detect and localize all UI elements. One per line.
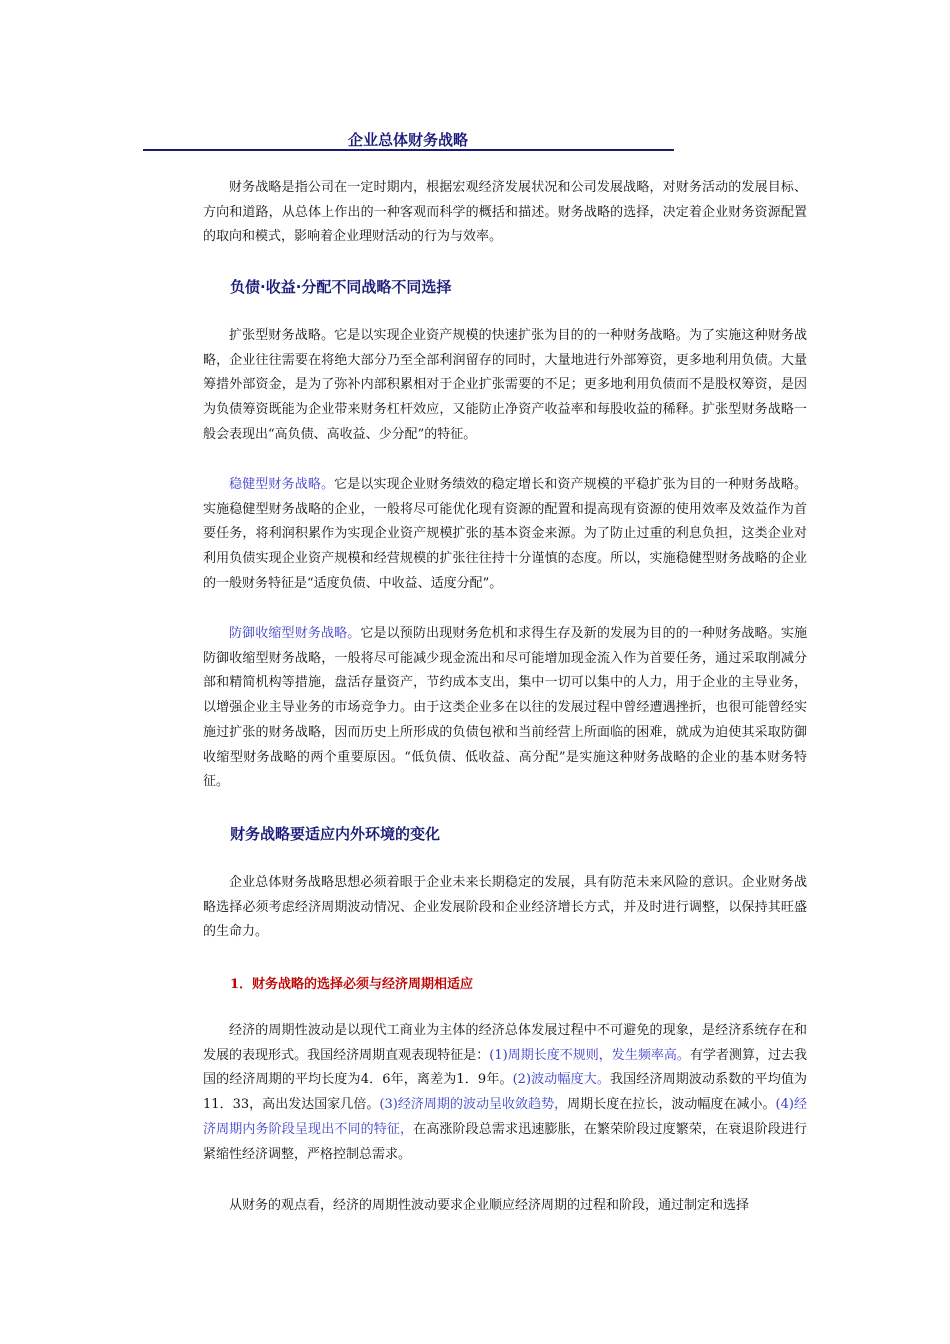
cycle-text-a: 经济的周期性波动是以现代工商业为主体的经济总体发展过程中不可避免的现象，是经济系统存在和发展的表现形式。我国经济周期直观表现特征是： bbox=[203, 1023, 807, 1063]
intro-paragraph: 财务战略是指公司在一定时期内，根据宏观经济发展状况和公司发展战略，对财务活动的发展目标、方向和道路，从总体上作出的一种客观而科学的概括和描述。财务战略的选择，决定着企业财务资源配置的取向和模式，影响着企业理财活动的行为与效率。 bbox=[203, 180, 807, 245]
title-underline bbox=[143, 149, 674, 151]
stable-strategy-text: 它是以实现企业财务绩效的稳定增长和资产规模的平稳扩张为目的一种财务战略。实施稳健型财务战略的企业，一般将尽可能优化现有资源的配置和提高现有资源的使用效率及效益作为首要任务，将利润积累作为实现企业资产规模扩张的基本资金来源。为了防止过重的利息负担，这类企业对利用负债实现企业资产规模和经营规模的扩张往往持十分谨慎的态度。所以，实施稳健型财务战略的企业的一般财务特征是“适度负债、中收益、适度分配”。 bbox=[203, 477, 807, 591]
cycle-feature-4: (4)经济周期内务阶段呈现出不同的特征， bbox=[203, 1097, 807, 1137]
defensive-strategy-label: 防御收缩型财务战略。 bbox=[229, 626, 361, 641]
economic-cycle-paragraph bbox=[203, 1019, 807, 1167]
cycle-feature-3: (3)经济周期的波动呈收敛趋势， bbox=[379, 1097, 568, 1113]
cycle-text-e: 在高涨阶段总需求迅速膨胀，在繁荣阶段过度繁荣，在衰退阶段进行紧缩性经济调整，严格控制总需求。 bbox=[203, 1121, 807, 1162]
environment-paragraph: 企业总体财务战略思想必须着眼于企业未来长期稳定的发展，具有防范未来风险的意识。企业财务战略选择必须考虑经济周期波动情况、企业发展阶段和企业经济增长方式，并及时进行调整，以保持其旺盛的生命力。 bbox=[203, 875, 807, 940]
cycle-text-c: 我国经济周期波动系数的平均值为11．33，高出发达国家几倍。 bbox=[203, 1072, 807, 1113]
document-title: 企业总体财务战略 bbox=[347, 131, 468, 149]
cycle-text-d: 周期长度在拉长，波动幅度在减小。 bbox=[567, 1097, 776, 1113]
subsection-heading-1: 1．财务战略的选择必须与经济周期相适应 bbox=[230, 977, 474, 992]
defensive-paragraph bbox=[203, 622, 807, 795]
cycle-text-b: 有学者测算，过去我国的经济周期的平均长度为4．6年，离差为1．9年。 bbox=[203, 1047, 807, 1088]
section-heading-1: 负债·收益·分配不同战略不同选择 bbox=[230, 278, 452, 296]
defensive-strategy-text: 它是以预防出现财务危机和求得生存及新的发展为目的的一种财务战略。实施防御收缩型财务战略，一般将尽可能减少现金流出和尽可能增加现金流入作为首要任务，通过采取削减分部和精简机构等措施，盘活存量资产，节约成本支出，集中一切可以集中的人力，用于企业的主导业务，以增强企业主导业务的市场竞争力。由于这类企业多在以往的发展过程中曾经遭遇挫折，也很可能曾经实施过扩张的财务战略，因而历史上所形成的负债包袱和当前经营上所面临的困难，就成为迫使其采取防御收缩型财务战略的两个重要原因。“低负债、低收益、高分配”是实施这种财务战略的企业的基本财务特征。 bbox=[203, 626, 807, 790]
section-heading-2: 财务战略要适应内外环境的变化 bbox=[230, 825, 441, 843]
cycle-feature-1: (1)周期长度不规则，发生频率高。 bbox=[489, 1047, 690, 1063]
financial-view-paragraph: 从财务的观点看，经济的周期性波动要求企业顺应经济周期的过程和阶段，通过制定和选择 bbox=[229, 1198, 750, 1213]
expansion-paragraph: 扩张型财务战略。它是以实现企业资产规模的快速扩张为目的的一种财务战略。为了实施这种财务战略，企业往往需要在将绝大部分乃至全部利润留存的同时，大量地进行外部筹资，更多地利用负债。大量筹措外部资金，是为了弥补内部积累相对于企业扩张需要的不足；更多地利用负债而不是股权筹资，是因为负债筹资既能为企业带来财务杠杆效应，又能防止净资产收益率和每股收益的稀释。扩张型财务战略一般会表现出“高负债、高收益、少分配”的特征。 bbox=[203, 328, 807, 442]
stable-strategy-label: 稳健型财务战略。 bbox=[229, 477, 335, 492]
cycle-feature-2: (2)波动幅度大。 bbox=[512, 1072, 611, 1088]
stable-paragraph bbox=[203, 473, 807, 597]
